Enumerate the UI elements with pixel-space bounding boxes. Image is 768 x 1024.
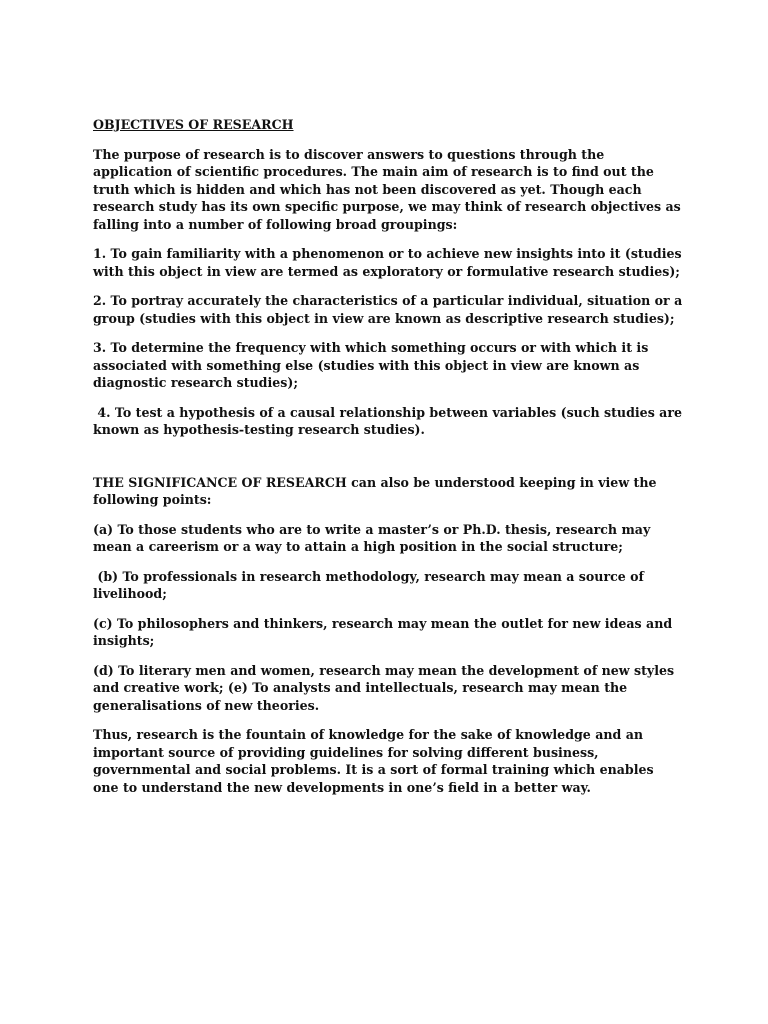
objective-item-1: 1. To gain familiarity with a phenomenon or to achieve new insights into it (studies with this object in view are termed as exploratory or formulative research studies); bbox=[93, 246, 682, 279]
significance-item-d-e: (d) To literary men and women, research may mean the development of new styles and creative work; (e) To analysts and intellectuals, research may mean the generalisations of new theories. bbox=[93, 662, 675, 713]
significance-item-c: (c) To philosophers and thinkers, research may mean the outlet for new ideas and insights; bbox=[93, 615, 673, 648]
conclusion-paragraph: Thus, research is the fountain of knowledge for the sake of knowledge and an important source of providing guidelines for solving different business, governmental and social problems. It is a sort of formal training which enables one to understand the new developments in one’s field in a better way. bbox=[93, 727, 654, 795]
objective-item-2: 2. To portray accurately the characteristics of a particular individual, situation or a group (studies with this object in view are known as descriptive research studies); bbox=[93, 293, 683, 326]
significance-section bbox=[93, 474, 683, 797]
significance-item-b: (b) To professionals in research methodology, research may mean a source of livelihood; bbox=[93, 568, 649, 601]
objectives-intro-paragraph: The purpose of research is to discover answers to questions through the application of scientific procedures. The main aim of research is to find out the truth which is hidden and which has not been discovered as yet. Though each research study has its own specific purpose, we may think of research objectives as falling into a number of following broad groupings: bbox=[93, 146, 681, 232]
objectives-heading: OBJECTIVES OF RESEARCH bbox=[93, 117, 294, 132]
significance-intro-paragraph: THE SIGNIFICANCE OF RESEARCH can also be understood keeping in view the following points: bbox=[93, 474, 657, 507]
objective-item-4: 4. To test a hypothesis of a causal relationship between variables (such studies are known as hypothesis-testing research studies). bbox=[93, 404, 687, 437]
significance-item-a: (a) To those students who are to write a master’s or Ph.D. thesis, research may mean a careerism or a way to attain a high position in the social structure; bbox=[93, 521, 651, 554]
document-body bbox=[93, 116, 687, 808]
objective-item-3: 3. To determine the frequency with which something occurs or with which it is associated with something else (studies with this object in view are known as diagnostic research studies); bbox=[93, 340, 649, 390]
